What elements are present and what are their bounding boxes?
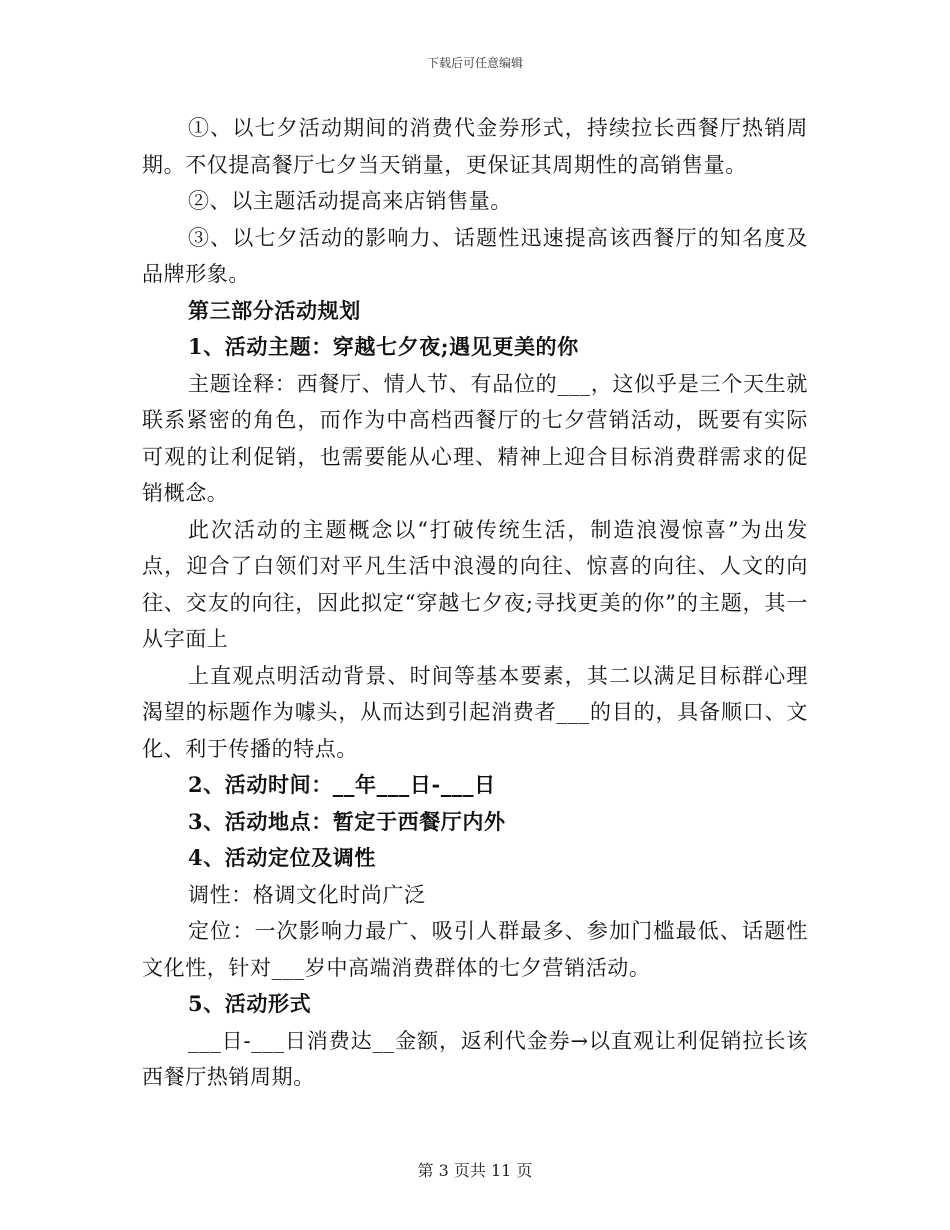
page-header: 下载后可任意编辑 <box>426 56 523 70</box>
paragraph-theme-explanation: 主题诠释：西餐厅、情人节、有品位的___，这似乎是三个天生就联系紧密的角色，而作为中高档西餐厅的七夕营销活动，既要有实际可观的让利促销，也需要能从心理、精神上迎合目标消费群需求的促销概念。 <box>142 371 808 505</box>
paragraph-tone: 调性：格调文化时尚广泛 <box>188 882 426 907</box>
paragraph-goal-2: ②、以主题活动提高来店销售量。 <box>188 189 512 213</box>
paragraph-theme-concept: 此次活动的主题概念以“打破传统生活，制造浪漫惊喜”为出发点，迎合了白领们对平凡生活中浪漫的向往、惊喜的向往、人文的向往、交友的向往，因此拟定“穿越七夕夜;寻找更美的你”的主题，其一从字面上 <box>142 517 808 651</box>
paragraph-positioning: 定位：一次影响力最广、吸引人群最多、参加门槛最低、话题性文化性，针对___岁中高端消费群体的七夕营销活动。 <box>142 919 808 980</box>
paragraph-goal-3: ③、以七夕活动的影响力、话题性迅速提高该西餐厅的知名度及品牌形象。 <box>142 225 808 286</box>
paragraph-goal-1: ①、以七夕活动期间的消费代金券形式，持续拉长西餐厅热销周期。不仅提高餐厅七夕当天销量，更保证其周期性的高销售量。 <box>142 116 808 177</box>
paragraph-activity-form: ___日-___日消费达__金额，返利代金券→以直观让利促销拉长该西餐厅热销周期。 <box>142 1028 808 1089</box>
paragraph-theme-detail: 上直观点明活动背景、时间等基本要素，其二以满足目标群心理渴望的标题作为噱头，从而达到引起消费者___的目的，具备顺口、文化、利于传播的特点。 <box>142 663 808 761</box>
heading-activity-location: 3、活动地点：暂定于西餐厅内外 <box>188 808 506 834</box>
heading-activity-time: 2、活动时间：__年___日-___日 <box>188 772 496 797</box>
heading-activity-form: 5、活动形式 <box>188 991 312 1016</box>
document-body <box>142 110 808 1096</box>
page-footer: 第 3 页共 11 页 <box>417 1161 533 1180</box>
heading-activity-theme: 1、活动主题：穿越七夕夜;遇见更美的你 <box>188 334 579 359</box>
heading-activity-positioning: 4、活动定位及调性 <box>188 845 377 870</box>
section-heading-part3: 第三部分活动规划 <box>188 297 361 323</box>
